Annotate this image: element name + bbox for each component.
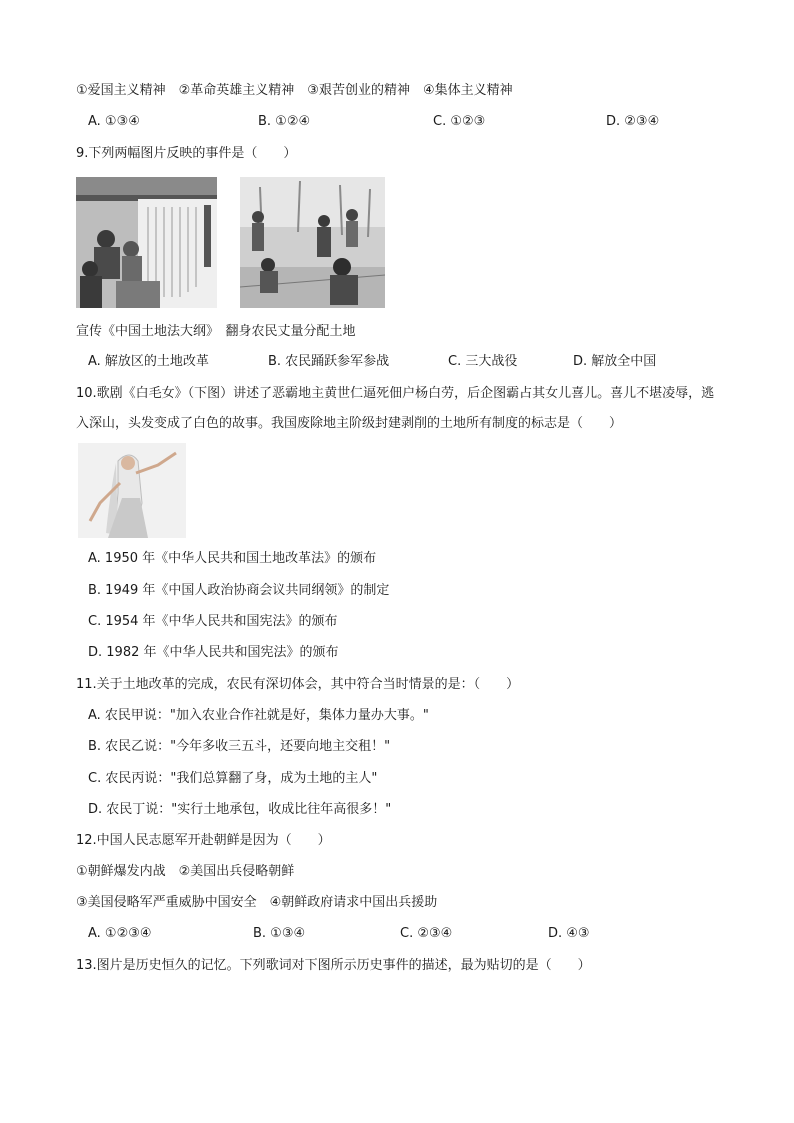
q9-photo-land-measuring: [240, 177, 385, 308]
q12-option-c[interactable]: C. ②③④: [400, 926, 453, 941]
q9-photo-land-law-poster: [76, 177, 217, 308]
q9-option-d[interactable]: D. 解放全中国: [573, 354, 657, 369]
q12-options: [88, 925, 708, 943]
q10-option-c[interactable]: C. 1954 年《中华人民共和国宪法》的颁布: [88, 614, 338, 629]
q12-statements-1: ①朝鲜爆发内战 ②美国出兵侵略朝鲜: [76, 864, 295, 879]
q10-option-b[interactable]: B. 1949 年《中国人政治协商会议共同纲领》的制定: [88, 583, 390, 598]
q8-statements: ①爱国主义精神 ②革命英雄主义精神 ③艰苦创业的精神 ④集体主义精神: [76, 83, 513, 98]
q12-option-d[interactable]: D. ④③: [548, 926, 590, 941]
q10-stem: 10.歌剧《白毛女》（下图）讲述了恶霸地主黄世仁逼死佃户杨白劳，后企图霸占其女儿喜儿。喜儿不堪凌辱，逃入深山，头发变成了白色的故事。我国废除地主阶级封建剥削的土地所有制度的标志是（ ）: [76, 386, 715, 431]
q9-stem: 9.下列两幅图片反映的事件是（ ）: [76, 146, 297, 161]
q12-stem: 12.中国人民志愿军开赴朝鲜是因为（ ）: [76, 833, 331, 848]
q9-option-c[interactable]: C. 三大战役: [448, 354, 518, 369]
q12-option-b[interactable]: B. ①③④: [253, 926, 306, 941]
q8-option-b[interactable]: B. ①②④: [258, 114, 311, 129]
q8-options: [88, 113, 708, 131]
q9-options: [88, 353, 708, 371]
q11-option-d[interactable]: D. 农民丁说："实行土地承包，收成比往年高很多！": [88, 802, 392, 817]
q12-statements-2: ③美国侵略军严重威胁中国安全 ④朝鲜政府请求中国出兵援助: [76, 895, 438, 910]
q10-option-d[interactable]: D. 1982 年《中华人民共和国宪法》的颁布: [88, 645, 339, 660]
q10-photo-white-haired-girl: [78, 443, 186, 538]
q11-option-b[interactable]: B. 农民乙说："今年多收三五斗，还要向地主交租！": [88, 739, 391, 754]
q8-option-c[interactable]: C. ①②③: [433, 114, 486, 129]
q9-option-b[interactable]: B. 农民踊跃参军参战: [268, 354, 390, 369]
q11-stem: 11.关于土地改革的完成，农民有深切体会，其中符合当时情景的是：（ ）: [76, 677, 520, 692]
q9-caption: 宣传《中国土地法大纲》 翻身农民丈量分配土地: [76, 324, 356, 339]
q8-option-a[interactable]: A. ①③④: [88, 114, 140, 129]
q8-option-d[interactable]: D. ②③④: [606, 114, 660, 129]
q10-option-a[interactable]: A. 1950 年《中华人民共和国土地改革法》的颁布: [88, 551, 377, 566]
q13-stem: 13.图片是历史恒久的记忆。下列歌词对下图所示历史事件的描述，最为贴切的是（ ）: [76, 958, 591, 973]
q12-option-a[interactable]: A. ①②③④: [88, 926, 152, 941]
q11-option-a[interactable]: A. 农民甲说："加入农业合作社就是好，集体力量办大事。": [88, 708, 429, 723]
q9-option-a[interactable]: A. 解放区的土地改革: [88, 354, 209, 369]
q11-option-c[interactable]: C. 农民丙说："我们总算翻了身，成为土地的主人": [88, 771, 378, 786]
